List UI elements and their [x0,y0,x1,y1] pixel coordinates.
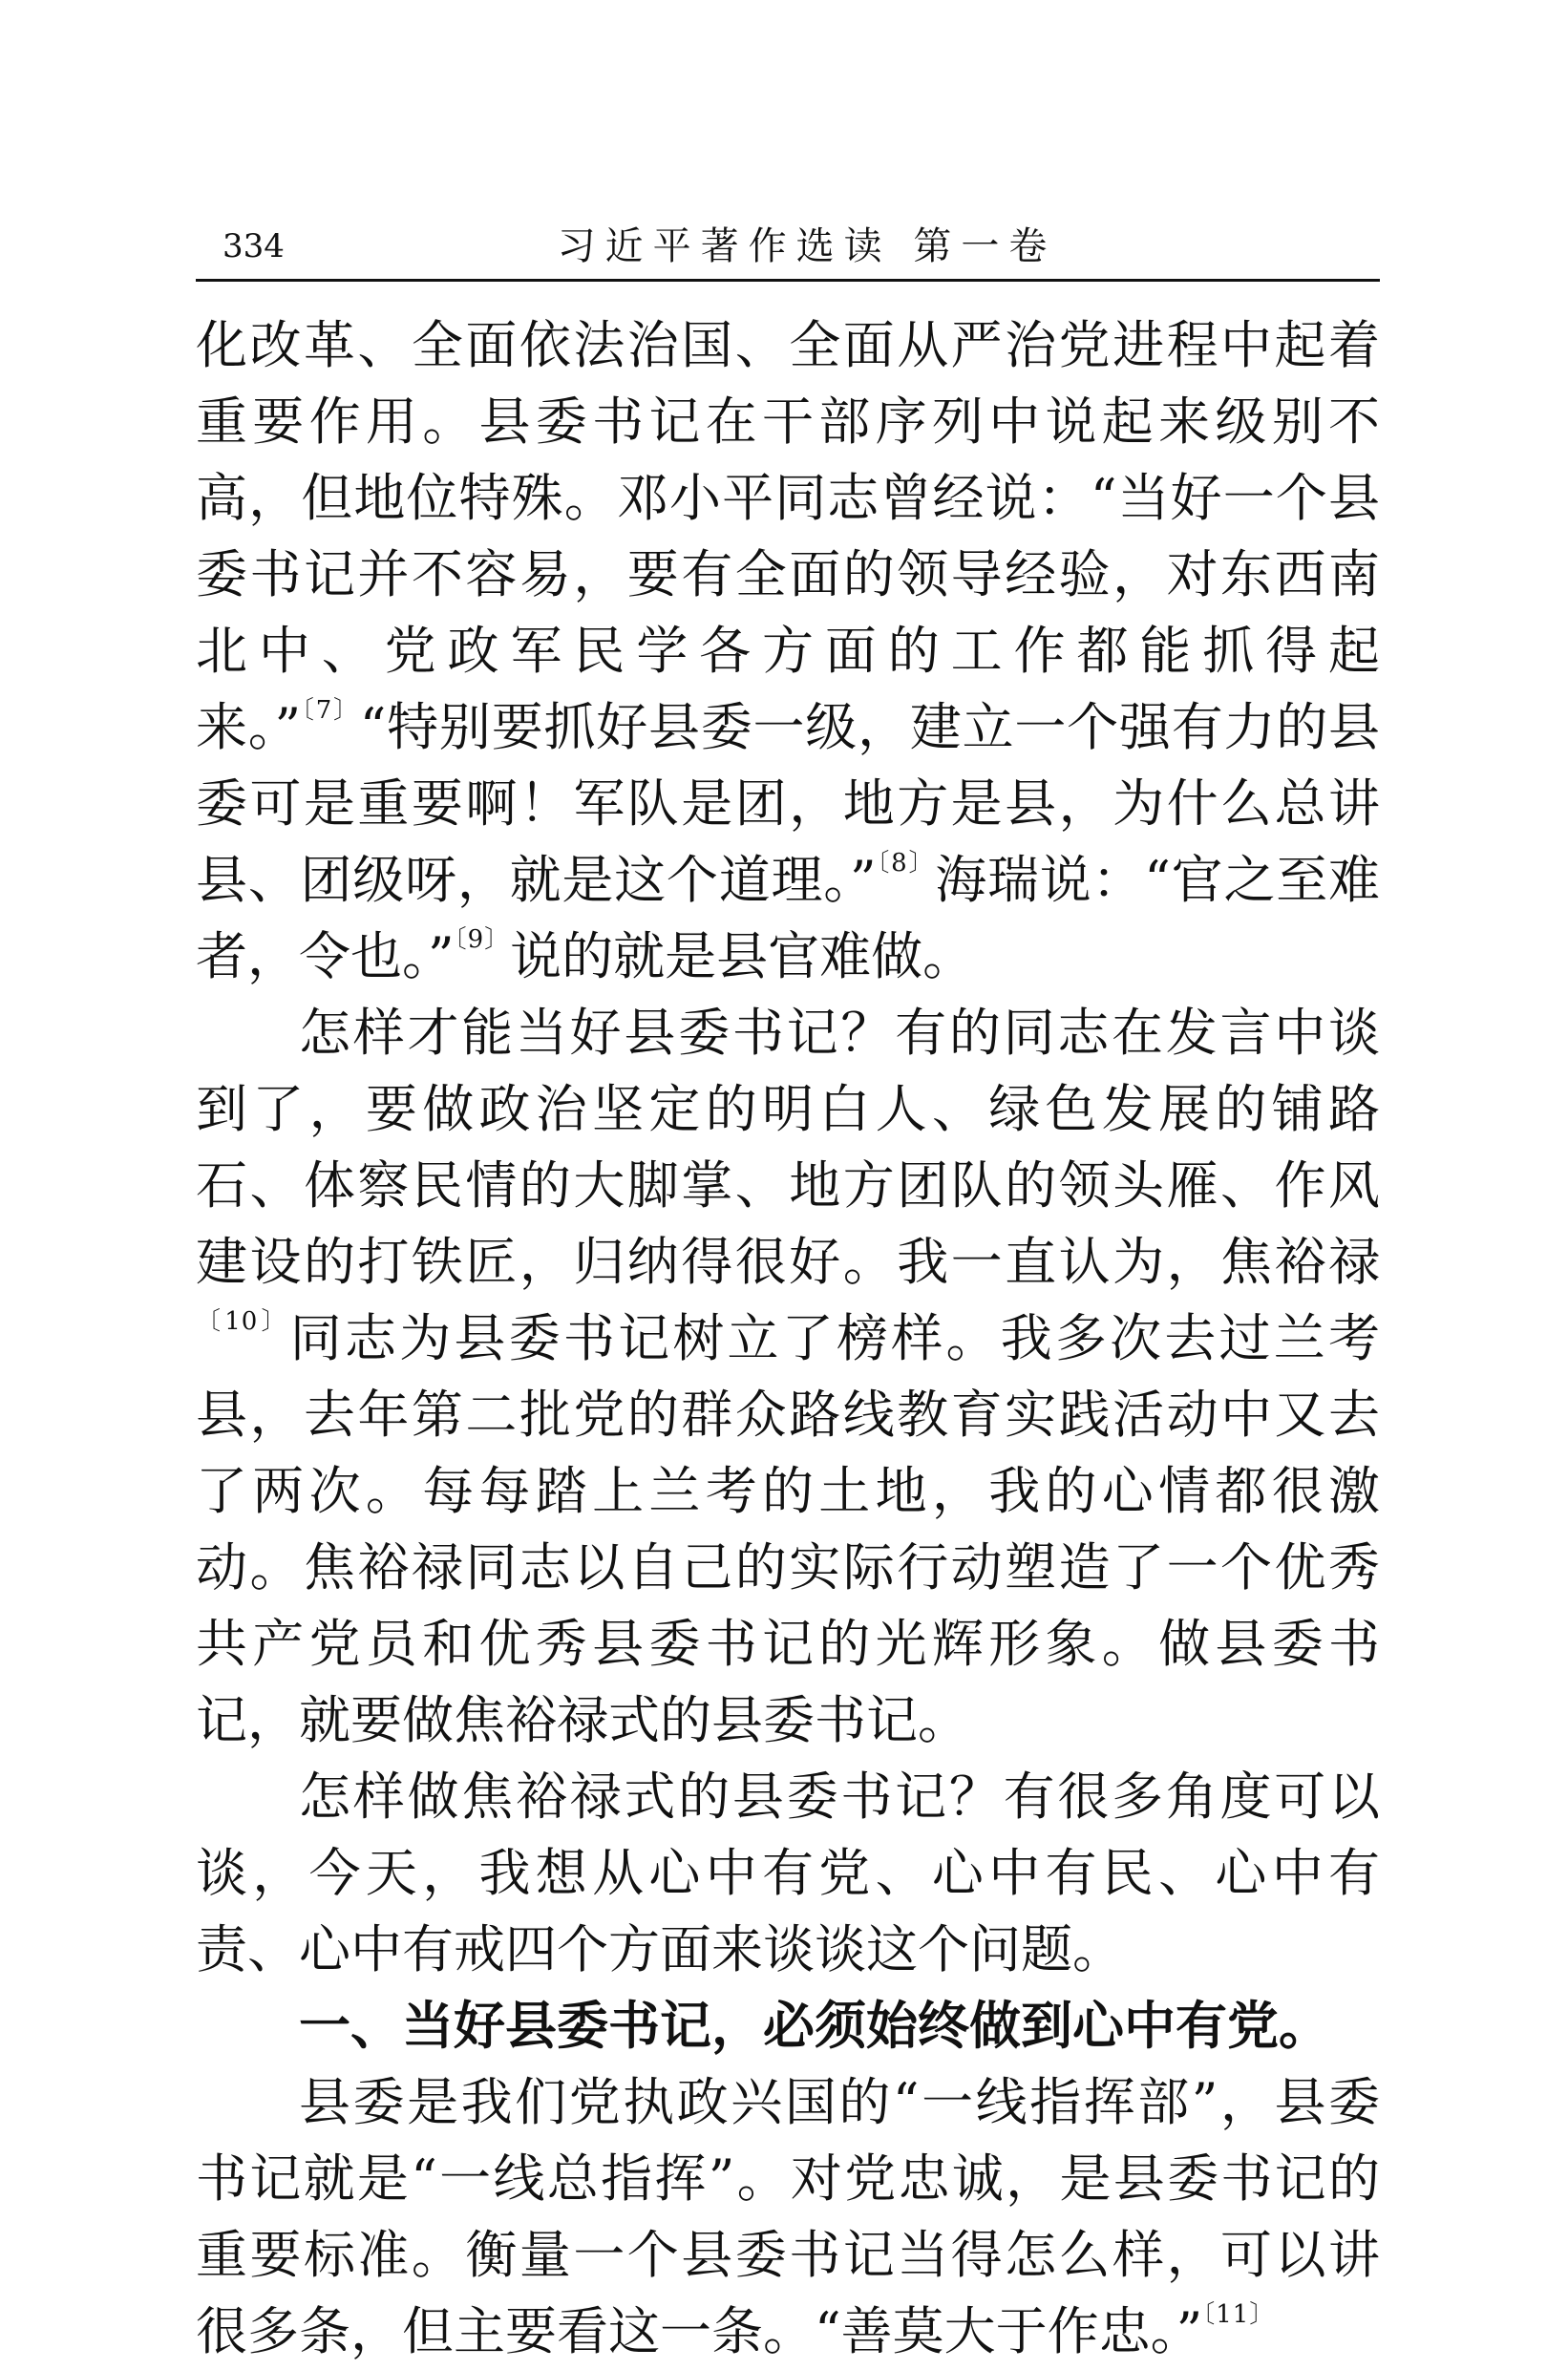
section-heading: 一、当好县委书记，必须始终做到心中有党。 [299,1996,1330,2056]
book-title: 习近平著作选读 第一卷 [557,224,1057,268]
paragraph-2 [196,995,1380,1759]
paragraph-1-text-b: “特别要抓好县委一级，建立一个强有力的县委可是重要啊！军队是团，地方是县，为什么总讲县、团级呀，就是这个道理。” [196,697,1381,910]
paragraph-1-text-c: 海瑞说：“官之至难者，令也。” [196,850,1380,986]
paragraph-1-text-d: 说的就是县官难做。 [510,926,975,986]
paragraph-2-text-a: 怎样才能当好县委书记？有的同志在发言中谈到了，要做政治坚定的明白人、绿色发展的铺路石、体察民情的大脚掌、地方团队的领头雁、作风建设的打铁匠，归纳得很好。我一直认为，焦裕禄 [196,1003,1380,1292]
paragraph-1-text-a: 化改革、全面依法治国、全面从严治党进程中起着重要作用。县委书记在干部序列中说起来级别不高，但地位特殊。邓小平同志曾经说：“当好一个县委书记并不容易，要有全面的领导经验，对东西南北中、党政军民学各方面的工作都能抓得起来。” [196,315,1380,757]
running-header [196,218,1380,275]
paragraph-5 [196,2064,1380,2370]
paragraph-2-text-b: 同志为县委书记树立了榜样。我多次去过兰考县，去年第二批党的群众路线教育实践活动中又去了两次。每每踏上兰考的土地，我的心情都很激动。焦裕禄同志以自己的实际行动塑造了一个优秀共产党员和优秀县委书记的光辉形象。做县委书记，就要做焦裕禄式的县委书记。 [196,1308,1381,1750]
footnote-ref-7: 〔7〕 [301,696,360,725]
body-text [196,307,1380,2370]
paragraph-3: 怎样做焦裕禄式的县委书记？有很多角度可以谈，今天，我想从心中有党、心中有民、心中有责、心中有戒四个方面来谈谈这个问题。 [196,1767,1380,1979]
footnote-ref-11: 〔11〕 [1202,2300,1276,2329]
footnote-ref-10: 〔10〕 [196,1307,290,1336]
header-rule [196,279,1380,282]
paragraph-1 [196,307,1380,995]
footnote-ref-8: 〔8〕 [876,849,936,878]
paragraph-5-text-a: 县委是我们党执政兴国的“一线指挥部”，县委书记就是“一线总指挥”。对党忠诚，是县委书记的重要标准。衡量一个县委书记当得怎么样，可以讲很多条，但主要看这一条。“善莫大于作忠。” [196,2072,1380,2361]
footnote-ref-9: 〔9〕 [454,925,511,954]
page-number: 334 [222,227,285,265]
